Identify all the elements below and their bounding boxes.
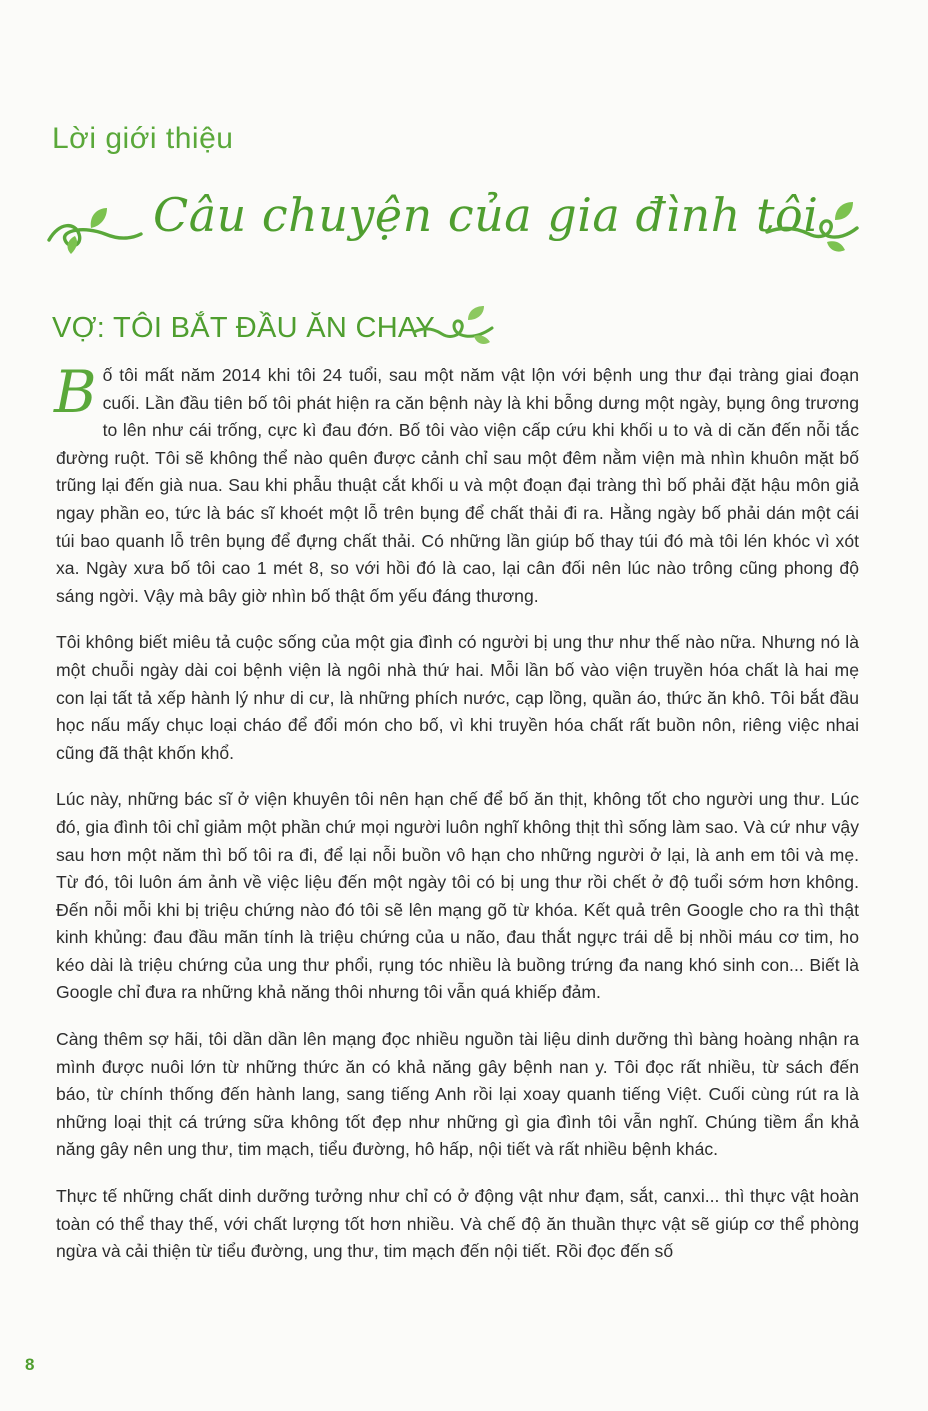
section-heading-row — [52, 306, 552, 354]
vine-right-ornament — [763, 198, 863, 258]
vine-left-ornament — [45, 200, 145, 260]
paragraph-5: Thực tế những chất dinh dưỡng tưởng như chỉ có ở động vật như đạm, sắt, canxi... thì thực vật hoàn toàn có thể thay thế, với chất lượng tốt hơn nhiều. Và chế độ ăn thuần thực vật sẽ giúp cơ thể phòng ngừa và cải thiện từ tiểu đường, ung thư, tim mạch đến nội tiết. Rồi đọc đến số — [56, 1186, 859, 1262]
paragraph-4: Càng thêm sợ hãi, tôi dần dần lên mạng đọc nhiều nguồn tài liệu dinh dưỡng thì bàng hoàng nhận ra mình được nuôi lớn từ những thức ăn có khả năng gây bệnh nan y. Tôi đọc rất nhiều, từ sách đến báo, từ chính thống đến hành lang, sang tiếng Anh rồi lại xoay quanh tiếng Việt. Cuối cùng rút ra là những loại thịt cá trứng sữa không tốt đẹp như những gì gia đình tôi vẫn nghĩ. Chúng tiềm ẩn khả năng gây nên ung thư, tim mạch, tiểu đường, hô hấp, nội tiết và rất nhiều bệnh khác. — [56, 1029, 859, 1160]
paragraph-1: Bố tôi mất năm 2014 khi tôi 24 tuổi, sau một năm vật lộn với bệnh ung thư đại tràng giai đoạn cuối. Lần đầu tiên bố tôi phát hiện ra căn bệnh này là khi bỗng dưng một ngày, bụng ông trương to lên như cái trống, cực kì đau đớn. Bố tôi vào viện cấp cứu khi khối u to và di căn đến nỗi tắc đường ruột. Tôi sẽ không thể nào quên được cảnh chỉ sau một đêm nằm viện mà nhìn khuôn mặt bố trũng lại đến già nua. Sau khi phẫu thuật cắt khối u và một đoạn đại tràng thì bố phải đặt hậu môn giả ngay phần eo, tức là bác sĩ khoét một lỗ trên bụng để chất thải đi ra. Hằng ngày bố phải dán một cái túi bao quanh lỗ trên bụng để đựng chất thải. Có những lần giúp bố thay túi đó mà tôi lén khóc vì xót xa. Ngày xưa bố tôi cao 1 mét 8, so với hồi đó là cao, lại cân đối nên lúc nào trông cũng phong độ sáng ngời. Vậy mà bây giờ nhìn bố thật ốm yếu đáng thương. — [54, 358, 859, 606]
chapter-title-row — [45, 180, 885, 270]
body-text — [54, 358, 859, 1285]
section-title: VỢ: TÔI BẮT ĐẦU ĂN CHAY — [52, 312, 436, 344]
chapter-kicker: Lời giới thiệu — [52, 122, 234, 155]
section-vine-ornament — [412, 306, 494, 348]
paragraph-2: Tôi không biết miêu tả cuộc sống của một gia đình có người bị ung thư như thế nào nữa. Nhưng nó là một chuỗi ngày dài coi bệnh viện là ngôi nhà thứ hai. Mỗi lần bố vào viện truyền hóa chất là hai mẹ con lại tất tả xếp hành lý như di cư, là những phích nước, cạp lồng, quần áo, thức ăn khô. Tôi bắt đầu học nấu mấy chục loại cháo để đổi món cho bố, vì khi truyền hóa chất rất buồn nôn, riêng việc nhai cũng đã thật khốn khổ. — [56, 632, 859, 763]
page-number: 8 — [25, 1355, 35, 1374]
chapter-title: Câu chuyện của gia đình tôi — [153, 188, 819, 242]
drop-cap: B — [54, 358, 97, 426]
paragraph-3: Lúc này, những bác sĩ ở viện khuyên tôi nên hạn chế để bố ăn thịt, không tốt cho người ung thư. Lúc đó, gia đình tôi chỉ giảm một phần chứ mọi người luôn nghĩ không thịt thì sống làm sao. Và cứ như vậy sau hơn một năm thì bố tôi ra đi, để lại nỗi buồn vô hạn cho những người ở lại, là anh em tôi và mẹ. Từ đó, tôi luôn ám ảnh về việc liệu đến một ngày tôi có bị ung thư rồi chết ở độ tuổi sớm hơn không. Đến nỗi mỗi khi bị triệu chứng nào đó tôi sẽ lên mạng gõ từ khóa. Kết quả trên Google cho ra thì thật kinh khủng: đau đầu mãn tính là triệu chứng của u não, đau thắt ngực trái dễ bị nhồi máu cơ tim, ho kéo dài là triệu chứng của ung thư phổi, rụng tóc nhiều là buồng trứng đa nang khó sinh con... Biết là Google chỉ đưa ra những khả năng thôi nhưng tôi vẫn quá khiếp đảm. — [56, 789, 859, 1003]
